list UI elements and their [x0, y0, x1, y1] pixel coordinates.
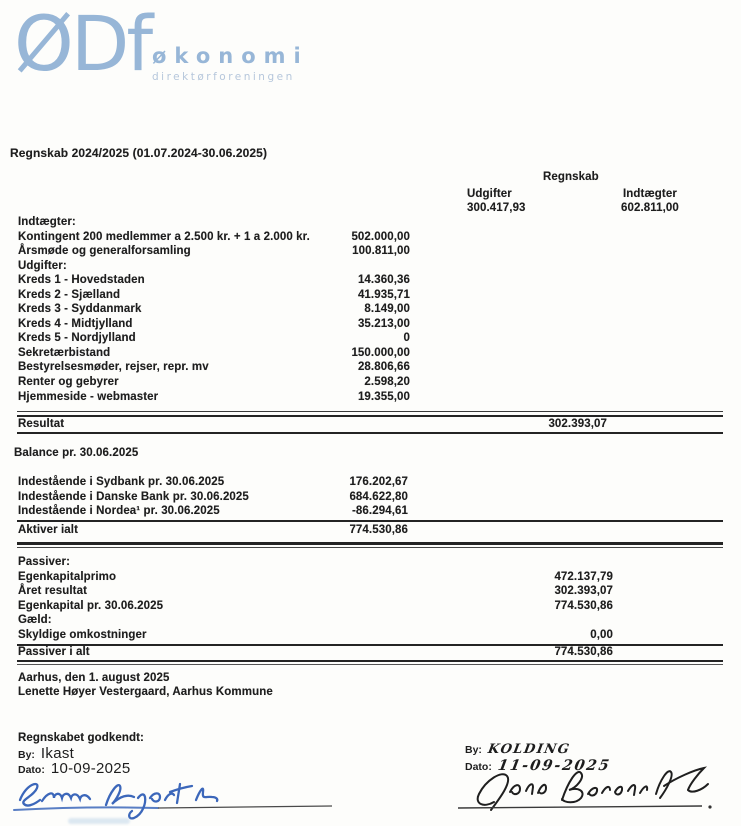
rule [17, 542, 723, 545]
row-label: Indestående i Danske Bank pr. 30.06.2025 [18, 490, 249, 503]
row-value: 2.598,20 [364, 376, 410, 389]
row-value: 8.149,00 [364, 303, 410, 316]
row-label: Indestående i Sydbank pr. 30.06.2025 [18, 476, 225, 488]
rule [17, 547, 723, 548]
liabilities-row [18, 571, 613, 586]
liabilities-row [18, 629, 613, 644]
row-label: Skyldige omkostninger [18, 628, 147, 641]
row-label: Indtægter: [18, 216, 76, 228]
row-value: 35.213,00 [357, 317, 410, 330]
logo-text-direktorforeningen: direktørforeningen [152, 71, 295, 83]
balance-row [18, 505, 408, 520]
balance-table [18, 476, 408, 520]
row-label: Kreds 5 - Nordjylland [18, 332, 136, 345]
summary-expenses-label: Udgifter [467, 188, 512, 200]
assets-total-value: 774.530,86 [349, 524, 408, 536]
statement-row [18, 347, 410, 362]
summary-expenses-value: 300.417,93 [467, 202, 526, 214]
row-label: Udgifter: [18, 259, 67, 272]
balance-row [18, 491, 408, 506]
rule [17, 411, 723, 412]
row-label: Kreds 4 - Midtjylland [18, 317, 133, 330]
rule [17, 664, 723, 665]
row-value: 14.360,36 [357, 274, 410, 287]
statement-row [18, 245, 410, 260]
liabilities-total-label: Passiver i alt [18, 646, 90, 658]
statement-row [18, 303, 410, 318]
row-label: Indestående i Nordea¹ pr. 30.06.2025 [18, 505, 220, 518]
row-label: Kontingent 200 medlemmer a 2.500 kr. + 1 a 2.000 kr. [18, 230, 310, 243]
date-label: Dato: [465, 761, 492, 773]
rule [17, 415, 723, 418]
statement-row [18, 289, 410, 304]
balance-heading: Balance pr. 30.06.2025 [14, 447, 139, 459]
date-value: 10-09-2025 [50, 760, 131, 777]
by-label: By: [18, 749, 35, 761]
date-value-handwritten: 11-09-2025 [496, 757, 613, 774]
by-value-handwritten: KOLDING [486, 742, 572, 757]
row-label: Egenkapitalprimo [18, 570, 117, 583]
result-row [18, 418, 607, 433]
row-label: Renter og gebyrer [18, 376, 119, 389]
summary-income-value: 602.811,00 [621, 202, 679, 214]
signature-right-black [450, 760, 735, 816]
row-value: 176.202,67 [349, 476, 408, 488]
by-value: Ikast [40, 745, 75, 762]
row-value: 774.530,86 [554, 599, 613, 612]
row-value: 19.355,00 [357, 390, 410, 403]
liabilities-heading-row [18, 556, 613, 571]
balance-row [18, 476, 408, 491]
row-value: 0,00 [590, 628, 613, 641]
statement-row [18, 216, 410, 231]
date-label: Dato: [18, 764, 45, 776]
statement-row [18, 332, 410, 347]
row-value: 41.935,71 [357, 288, 410, 301]
statement-row [18, 274, 410, 289]
liabilities-heading: Passiver: [18, 556, 71, 568]
row-value: 150.000,00 [351, 346, 410, 359]
row-label: Sekretærbistand [18, 346, 111, 359]
statement-row [18, 260, 410, 275]
row-label: Kreds 3 - Syddanmark [18, 303, 142, 316]
odf-logo-mark: ØDf [14, 0, 151, 88]
statement-row [18, 231, 410, 246]
row-label: Kreds 2 - Sjælland [18, 288, 121, 301]
result-label: Resultat [18, 418, 65, 430]
by-label: By: [465, 744, 482, 756]
logo [14, 0, 151, 88]
approval-right-by [465, 742, 570, 757]
statement-row [18, 376, 410, 391]
statement-row [18, 391, 410, 406]
row-label: Egenkapital pr. 30.06.2025 [18, 599, 164, 612]
signature-left-blue [10, 770, 340, 822]
statement-row [18, 318, 410, 333]
row-label: Årsmøde og generalforsamling [18, 245, 191, 258]
liabilities-total-row [18, 646, 613, 661]
row-value: 100.811,00 [352, 245, 410, 258]
row-value: 0 [403, 332, 410, 345]
rule [17, 520, 723, 522]
liabilities-total-value: 774.530,86 [554, 646, 613, 658]
row-value: -86.294,61 [352, 505, 408, 518]
logo-text-okonomi: økonomi [152, 44, 309, 68]
row-label: Kreds 1 - Hovedstaden [18, 274, 145, 287]
row-label: Hjemmeside - webmaster [18, 390, 159, 403]
row-value: 472.137,79 [554, 570, 613, 583]
row-label: Bestyrelsesmøder, rejser, repr. mv [18, 361, 209, 374]
liabilities-row [18, 585, 613, 600]
signoff-person: Lenette Høyer Vestergaard, Aarhus Kommune [18, 686, 273, 698]
row-label: Året resultat [18, 585, 88, 598]
row-value: 28.806,66 [357, 361, 410, 374]
scan-artifact-smudge [68, 818, 130, 824]
liabilities-row [18, 600, 613, 615]
liabilities-table [18, 556, 613, 643]
signoff-place-date: Aarhus, den 1. august 2025 [18, 672, 170, 684]
liabilities-row [18, 614, 613, 629]
rule [17, 660, 723, 663]
result-value: 302.393,07 [548, 418, 607, 430]
statement-row [18, 361, 410, 376]
row-value: 302.393,07 [554, 585, 613, 598]
approval-heading: Regnskabet godkendt: [18, 732, 144, 744]
row-value: 502.000,00 [351, 230, 410, 243]
rule [17, 432, 723, 434]
assets-total-row [18, 524, 408, 539]
statement-table [18, 216, 410, 405]
summary-heading: Regnskab [543, 171, 599, 183]
row-value: 684.622,80 [349, 490, 408, 503]
row-label: Gæld: [18, 614, 52, 627]
assets-total-label: Aktiver ialt [18, 524, 79, 536]
summary-income-label: Indtægter [623, 188, 677, 200]
page-title: Regnskab 2024/2025 (01.07.2024-30.06.2025) [10, 146, 268, 160]
